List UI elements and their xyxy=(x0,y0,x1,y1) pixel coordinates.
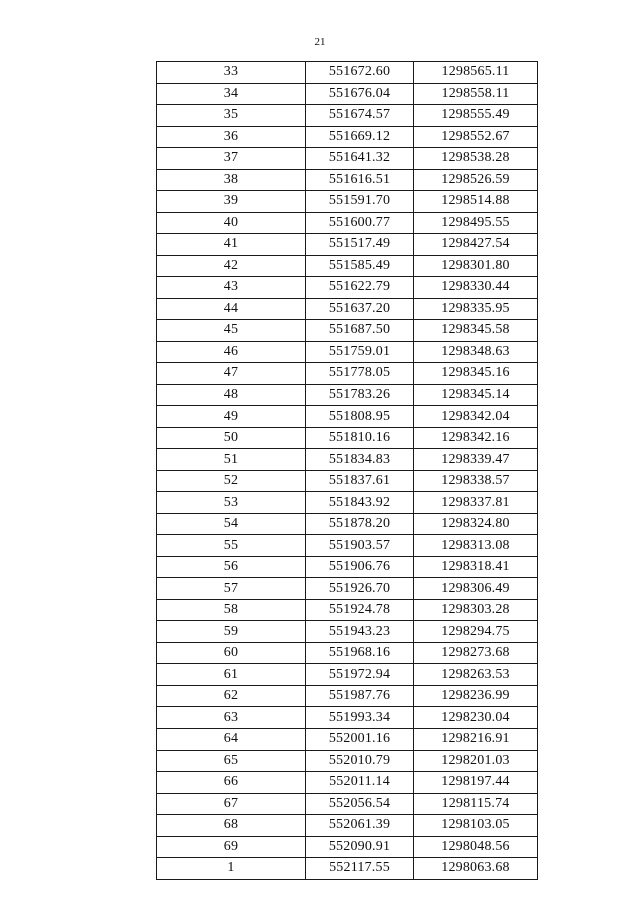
x-coordinate-cell: 551669.12 xyxy=(306,126,414,148)
table-row xyxy=(157,470,538,492)
point-number-cell: 36 xyxy=(157,126,306,148)
coordinates-table xyxy=(156,61,538,880)
x-coordinate-cell: 551622.79 xyxy=(306,277,414,299)
point-number-cell: 57 xyxy=(157,578,306,600)
point-number-cell: 41 xyxy=(157,234,306,256)
x-coordinate-cell: 551987.76 xyxy=(306,685,414,707)
table-row xyxy=(157,234,538,256)
x-coordinate-cell: 552090.91 xyxy=(306,836,414,858)
point-number-cell: 69 xyxy=(157,836,306,858)
x-coordinate-cell: 551637.20 xyxy=(306,298,414,320)
point-number-cell: 63 xyxy=(157,707,306,729)
table-row xyxy=(157,427,538,449)
table-row xyxy=(157,62,538,84)
x-coordinate-cell: 551808.95 xyxy=(306,406,414,428)
y-coordinate-cell: 1298339.47 xyxy=(414,449,538,471)
x-coordinate-cell: 551783.26 xyxy=(306,384,414,406)
y-coordinate-cell: 1298345.16 xyxy=(414,363,538,385)
point-number-cell: 62 xyxy=(157,685,306,707)
point-number-cell: 49 xyxy=(157,406,306,428)
table-row xyxy=(157,148,538,170)
y-coordinate-cell: 1298063.68 xyxy=(414,858,538,880)
table-row xyxy=(157,556,538,578)
table-row xyxy=(157,212,538,234)
point-number-cell: 50 xyxy=(157,427,306,449)
table-row xyxy=(157,642,538,664)
x-coordinate-cell: 551687.50 xyxy=(306,320,414,342)
point-number-cell: 55 xyxy=(157,535,306,557)
table-row xyxy=(157,406,538,428)
x-coordinate-cell: 551585.49 xyxy=(306,255,414,277)
y-coordinate-cell: 1298303.28 xyxy=(414,599,538,621)
table-row xyxy=(157,707,538,729)
point-number-cell: 53 xyxy=(157,492,306,514)
table-row xyxy=(157,815,538,837)
x-coordinate-cell: 551616.51 xyxy=(306,169,414,191)
x-coordinate-cell: 551943.23 xyxy=(306,621,414,643)
y-coordinate-cell: 1298552.67 xyxy=(414,126,538,148)
table-row xyxy=(157,341,538,363)
y-coordinate-cell: 1298048.56 xyxy=(414,836,538,858)
y-coordinate-cell: 1298495.55 xyxy=(414,212,538,234)
y-coordinate-cell: 1298348.63 xyxy=(414,341,538,363)
x-coordinate-cell: 551672.60 xyxy=(306,62,414,84)
table-row xyxy=(157,535,538,557)
point-number-cell: 45 xyxy=(157,320,306,342)
point-number-cell: 65 xyxy=(157,750,306,772)
x-coordinate-cell: 551641.32 xyxy=(306,148,414,170)
y-coordinate-cell: 1298230.04 xyxy=(414,707,538,729)
y-coordinate-cell: 1298538.28 xyxy=(414,148,538,170)
point-number-cell: 61 xyxy=(157,664,306,686)
y-coordinate-cell: 1298526.59 xyxy=(414,169,538,191)
table-row xyxy=(157,578,538,600)
point-number-cell: 54 xyxy=(157,513,306,535)
y-coordinate-cell: 1298301.80 xyxy=(414,255,538,277)
point-number-cell: 40 xyxy=(157,212,306,234)
x-coordinate-cell: 551676.04 xyxy=(306,83,414,105)
point-number-cell: 46 xyxy=(157,341,306,363)
table-row xyxy=(157,277,538,299)
x-coordinate-cell: 551837.61 xyxy=(306,470,414,492)
table-row xyxy=(157,750,538,772)
table-row xyxy=(157,298,538,320)
y-coordinate-cell: 1298201.03 xyxy=(414,750,538,772)
x-coordinate-cell: 552001.16 xyxy=(306,728,414,750)
point-number-cell: 33 xyxy=(157,62,306,84)
x-coordinate-cell: 551926.70 xyxy=(306,578,414,600)
table-row xyxy=(157,126,538,148)
y-coordinate-cell: 1298306.49 xyxy=(414,578,538,600)
x-coordinate-cell: 551968.16 xyxy=(306,642,414,664)
page-number: 21 xyxy=(314,36,326,48)
x-coordinate-cell: 551924.78 xyxy=(306,599,414,621)
y-coordinate-cell: 1298558.11 xyxy=(414,83,538,105)
x-coordinate-cell: 551517.49 xyxy=(306,234,414,256)
y-coordinate-cell: 1298427.54 xyxy=(414,234,538,256)
y-coordinate-cell: 1298342.04 xyxy=(414,406,538,428)
point-number-cell: 38 xyxy=(157,169,306,191)
table-row xyxy=(157,685,538,707)
y-coordinate-cell: 1298273.68 xyxy=(414,642,538,664)
point-number-cell: 68 xyxy=(157,815,306,837)
table-row xyxy=(157,858,538,880)
x-coordinate-cell: 552010.79 xyxy=(306,750,414,772)
table-row xyxy=(157,320,538,342)
table-row xyxy=(157,449,538,471)
x-coordinate-cell: 551843.92 xyxy=(306,492,414,514)
point-number-cell: 37 xyxy=(157,148,306,170)
y-coordinate-cell: 1298318.41 xyxy=(414,556,538,578)
x-coordinate-cell: 551600.77 xyxy=(306,212,414,234)
point-number-cell: 43 xyxy=(157,277,306,299)
table-row xyxy=(157,728,538,750)
x-coordinate-cell: 551903.57 xyxy=(306,535,414,557)
y-coordinate-cell: 1298345.58 xyxy=(414,320,538,342)
x-coordinate-cell: 551878.20 xyxy=(306,513,414,535)
point-number-cell: 34 xyxy=(157,83,306,105)
table-row xyxy=(157,772,538,794)
table-row xyxy=(157,793,538,815)
y-coordinate-cell: 1298216.91 xyxy=(414,728,538,750)
x-coordinate-cell: 551810.16 xyxy=(306,427,414,449)
x-coordinate-cell: 552061.39 xyxy=(306,815,414,837)
x-coordinate-cell: 552117.55 xyxy=(306,858,414,880)
x-coordinate-cell: 551674.57 xyxy=(306,105,414,127)
x-coordinate-cell: 551906.76 xyxy=(306,556,414,578)
point-number-cell: 66 xyxy=(157,772,306,794)
y-coordinate-cell: 1298330.44 xyxy=(414,277,538,299)
y-coordinate-cell: 1298514.88 xyxy=(414,191,538,213)
point-number-cell: 42 xyxy=(157,255,306,277)
point-number-cell: 60 xyxy=(157,642,306,664)
y-coordinate-cell: 1298294.75 xyxy=(414,621,538,643)
point-number-cell: 47 xyxy=(157,363,306,385)
y-coordinate-cell: 1298313.08 xyxy=(414,535,538,557)
table-row xyxy=(157,599,538,621)
y-coordinate-cell: 1298324.80 xyxy=(414,513,538,535)
point-number-cell: 56 xyxy=(157,556,306,578)
y-coordinate-cell: 1298345.14 xyxy=(414,384,538,406)
table-row xyxy=(157,169,538,191)
point-number-cell: 1 xyxy=(157,858,306,880)
x-coordinate-cell: 551834.83 xyxy=(306,449,414,471)
y-coordinate-cell: 1298197.44 xyxy=(414,772,538,794)
point-number-cell: 51 xyxy=(157,449,306,471)
point-number-cell: 64 xyxy=(157,728,306,750)
table-row xyxy=(157,492,538,514)
x-coordinate-cell: 552056.54 xyxy=(306,793,414,815)
y-coordinate-cell: 1298565.11 xyxy=(414,62,538,84)
table-row xyxy=(157,836,538,858)
coordinates-table-body xyxy=(157,62,538,880)
table-row xyxy=(157,513,538,535)
y-coordinate-cell: 1298103.05 xyxy=(414,815,538,837)
table-row xyxy=(157,83,538,105)
y-coordinate-cell: 1298338.57 xyxy=(414,470,538,492)
y-coordinate-cell: 1298335.95 xyxy=(414,298,538,320)
x-coordinate-cell: 551591.70 xyxy=(306,191,414,213)
table-row xyxy=(157,363,538,385)
x-coordinate-cell: 552011.14 xyxy=(306,772,414,794)
point-number-cell: 35 xyxy=(157,105,306,127)
x-coordinate-cell: 551759.01 xyxy=(306,341,414,363)
x-coordinate-cell: 551972.94 xyxy=(306,664,414,686)
point-number-cell: 39 xyxy=(157,191,306,213)
point-number-cell: 67 xyxy=(157,793,306,815)
table-row xyxy=(157,105,538,127)
point-number-cell: 58 xyxy=(157,599,306,621)
point-number-cell: 52 xyxy=(157,470,306,492)
table-row xyxy=(157,664,538,686)
y-coordinate-cell: 1298115.74 xyxy=(414,793,538,815)
x-coordinate-cell: 551993.34 xyxy=(306,707,414,729)
table-row xyxy=(157,255,538,277)
y-coordinate-cell: 1298342.16 xyxy=(414,427,538,449)
point-number-cell: 44 xyxy=(157,298,306,320)
y-coordinate-cell: 1298337.81 xyxy=(414,492,538,514)
table-row xyxy=(157,191,538,213)
x-coordinate-cell: 551778.05 xyxy=(306,363,414,385)
y-coordinate-cell: 1298555.49 xyxy=(414,105,538,127)
point-number-cell: 48 xyxy=(157,384,306,406)
y-coordinate-cell: 1298263.53 xyxy=(414,664,538,686)
y-coordinate-cell: 1298236.99 xyxy=(414,685,538,707)
point-number-cell: 59 xyxy=(157,621,306,643)
table-row xyxy=(157,621,538,643)
table-row xyxy=(157,384,538,406)
